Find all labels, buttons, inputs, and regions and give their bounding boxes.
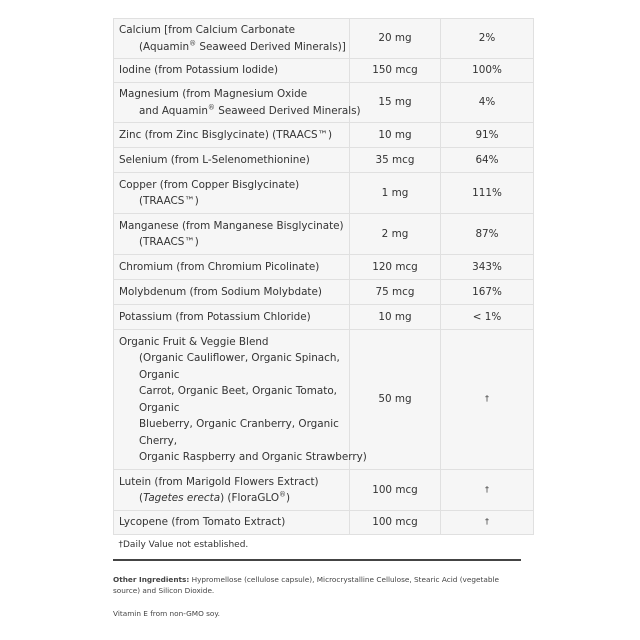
table-row bbox=[114, 255, 534, 280]
table-row bbox=[114, 173, 534, 214]
nutrient-cell bbox=[114, 173, 350, 214]
vitamin-e-note: Vitamin E from non-GMO soy. bbox=[113, 609, 220, 618]
nutrient-line bbox=[119, 22, 343, 39]
nutrient-text: (Aquamin bbox=[139, 40, 190, 53]
amount-cell: 1 mg bbox=[350, 173, 441, 214]
other-ingredients-text: Hypromellose (cellulose capsule), Microcrystalline Cellulose, Stearic Acid (vegetable source) and Silicon Dioxide. bbox=[113, 575, 499, 596]
nutrient-text: Iodine (from Potassium Iodide) bbox=[119, 64, 279, 77]
daily-value-cell: 167% bbox=[441, 280, 534, 305]
nutrient-cell bbox=[114, 148, 350, 173]
nutrient-species: Tagetes erecta bbox=[143, 492, 221, 504]
nutrient-line bbox=[119, 62, 343, 79]
table-row bbox=[114, 330, 534, 470]
daily-value-cell: 87% bbox=[441, 214, 534, 255]
nutrient-cell bbox=[114, 280, 350, 305]
nutrient-text: Lycopene (from Tomato Extract) bbox=[119, 516, 286, 529]
daily-value-cell: † bbox=[441, 330, 534, 470]
nutrient-text: Potassium (from Potassium Chloride) bbox=[119, 310, 311, 323]
table-row bbox=[114, 511, 534, 535]
table-row bbox=[114, 280, 534, 305]
nutrient-line bbox=[119, 103, 361, 120]
nutrient-text-after: Seaweed Derived Minerals) bbox=[214, 104, 361, 117]
amount-cell: 75 mcg bbox=[350, 280, 441, 305]
nutrient-text: Organic bbox=[139, 368, 180, 381]
nutrient-text: Calcium [from Calcium Carbonate bbox=[119, 24, 296, 36]
daily-value-cell: 111% bbox=[441, 173, 534, 214]
nutrient-cell bbox=[114, 59, 350, 83]
nutrient-text: Chromium (from Chromium Picolinate) bbox=[119, 260, 320, 273]
amount-cell: 10 mg bbox=[350, 123, 441, 148]
amount-cell: 100 mcg bbox=[350, 511, 441, 535]
nutrient-cell bbox=[114, 83, 361, 123]
nutrient-line bbox=[119, 433, 343, 450]
footnote-row bbox=[114, 535, 534, 558]
amount-cell: 100 mcg bbox=[350, 470, 441, 511]
table-bottom-rule bbox=[113, 559, 521, 561]
nutrient-text-after: Seaweed Derived Minerals)] bbox=[196, 40, 346, 53]
daily-value-cell: 100% bbox=[441, 59, 534, 83]
registered-mark: ® bbox=[207, 103, 215, 112]
daily-value-cell: 2% bbox=[441, 19, 534, 59]
nutrient-text: Organic Raspberry and Organic Strawberry) bbox=[139, 451, 367, 463]
nutrient-line bbox=[119, 449, 367, 466]
table-row bbox=[114, 214, 534, 255]
nutrient-line bbox=[119, 383, 343, 400]
nutrient-text: (TRAACS™) bbox=[139, 236, 199, 248]
nutrient-text: (TRAACS™) bbox=[139, 195, 199, 207]
nutrient-text: Lutein (from Marigold Flowers Extract) bbox=[119, 475, 319, 488]
nutrient-text: Carrot, Organic Beet, Organic Tomato, bbox=[139, 385, 337, 397]
nutrient-line bbox=[119, 416, 343, 433]
nutrient-line bbox=[119, 86, 343, 103]
nutrient-line bbox=[119, 309, 343, 326]
nutrient-text: Magnesium (from Magnesium Oxide bbox=[119, 88, 308, 100]
daily-value-cell: † bbox=[441, 470, 534, 511]
supplement-facts-table-container bbox=[113, 18, 521, 557]
nutrient-cell bbox=[114, 255, 350, 280]
nutrient-cell bbox=[114, 511, 350, 535]
nutrient-cell bbox=[114, 123, 350, 148]
table-row bbox=[114, 305, 534, 330]
table-row bbox=[114, 19, 534, 59]
table-row bbox=[114, 59, 534, 83]
nutrient-line bbox=[119, 284, 343, 301]
other-ingredients bbox=[113, 574, 521, 596]
nutrient-text-after: ) bbox=[286, 492, 291, 504]
nutrient-line bbox=[119, 334, 343, 351]
nutrient-text-after: ) (FloraGLO bbox=[220, 492, 279, 504]
nutrient-cell bbox=[114, 19, 350, 59]
amount-cell: 35 mcg bbox=[350, 148, 441, 173]
amount-cell: 50 mg bbox=[350, 330, 441, 470]
amount-cell: 15 mg bbox=[350, 83, 441, 123]
nutrient-line bbox=[119, 234, 343, 251]
nutrient-line bbox=[119, 193, 343, 210]
nutrient-text: Zinc (from Zinc Bisglycinate) (TRAACS™) bbox=[119, 128, 333, 141]
nutrient-text: and Aquamin bbox=[139, 104, 208, 117]
nutrient-text: ( bbox=[139, 492, 144, 504]
amount-cell: 150 mcg bbox=[350, 59, 441, 83]
amount-cell: 20 mg bbox=[350, 19, 441, 59]
nutrient-text: Organic Fruit & Veggie Blend bbox=[119, 335, 269, 348]
nutrient-line bbox=[119, 152, 343, 169]
daily-value-cell: 64% bbox=[441, 148, 534, 173]
nutrient-cell bbox=[114, 470, 350, 511]
daily-value-cell: † bbox=[441, 511, 534, 535]
table-row bbox=[114, 83, 534, 123]
nutrient-text: Cherry, bbox=[139, 434, 178, 447]
table-row bbox=[114, 148, 534, 173]
nutrient-line bbox=[119, 177, 343, 194]
daily-value-cell: 91% bbox=[441, 123, 534, 148]
nutrient-line bbox=[119, 474, 343, 491]
nutrient-text: Copper (from Copper Bisglycinate) bbox=[119, 178, 300, 191]
nutrient-text: Organic bbox=[139, 401, 180, 414]
supplement-facts-table bbox=[113, 18, 534, 557]
nutrient-text: Manganese (from Manganese Bisglycinate) bbox=[119, 219, 344, 232]
daily-value-cell: 4% bbox=[441, 83, 534, 123]
other-ingredients-label: Other Ingredients: bbox=[113, 575, 190, 584]
footnote-text: †Daily Value not established. bbox=[114, 535, 534, 558]
nutrient-line bbox=[119, 127, 343, 144]
registered-mark: ® bbox=[189, 39, 197, 48]
table-row bbox=[114, 123, 534, 148]
table-row bbox=[114, 470, 534, 511]
nutrient-line bbox=[119, 39, 346, 56]
amount-cell: 10 mg bbox=[350, 305, 441, 330]
nutrient-text: Molybdenum (from Sodium Molybdate) bbox=[119, 285, 322, 298]
nutrient-text: Blueberry, Organic Cranberry, Organic bbox=[139, 418, 339, 430]
nutrient-text: (Organic Cauliflower, Organic Spinach, bbox=[139, 352, 340, 364]
nutrient-line bbox=[119, 514, 343, 531]
registered-mark: ® bbox=[279, 490, 286, 499]
nutrient-line bbox=[119, 218, 343, 235]
nutrient-cell bbox=[114, 214, 350, 255]
nutrient-cell bbox=[114, 330, 367, 470]
nutrient-line bbox=[119, 400, 343, 417]
table-body bbox=[114, 19, 534, 558]
nutrient-text: Selenium (from L-Selenomethionine) bbox=[119, 153, 310, 166]
daily-value-cell: 343% bbox=[441, 255, 534, 280]
amount-cell: 120 mcg bbox=[350, 255, 441, 280]
nutrient-line bbox=[119, 367, 343, 384]
amount-cell: 2 mg bbox=[350, 214, 441, 255]
nutrient-line bbox=[119, 259, 343, 276]
nutrient-line bbox=[119, 490, 343, 507]
daily-value-cell: < 1% bbox=[441, 305, 534, 330]
nutrient-cell bbox=[114, 305, 350, 330]
nutrient-line bbox=[119, 350, 343, 367]
